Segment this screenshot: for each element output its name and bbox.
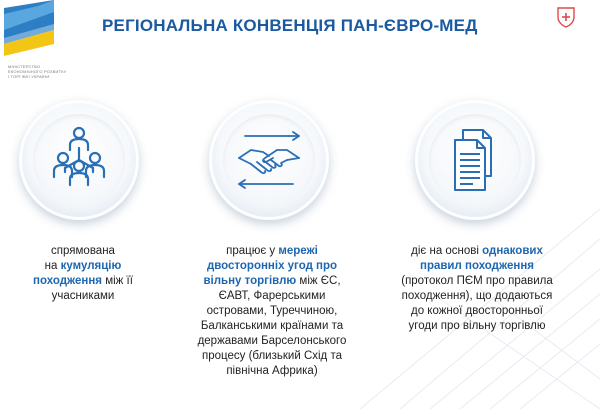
text-line <box>385 244 569 259</box>
cumulation-icon-circle <box>19 100 139 220</box>
text-line <box>385 289 569 304</box>
ministry-logo-icon <box>4 0 54 62</box>
uniform-rules-icon-circle <box>415 100 535 220</box>
network-agreements-description <box>193 244 351 379</box>
uniform-rules-description <box>385 244 569 334</box>
text-line <box>385 319 569 334</box>
highlighted-text: правил походження <box>420 260 534 272</box>
highlighted-text: мережі <box>278 245 318 257</box>
ministry-line-2: ЕКОНОМІЧНОГО РОЗВИТКУ <box>8 69 67 74</box>
highlighted-text: двосторонніх угод про <box>206 260 338 272</box>
page-title: РЕГІОНАЛЬНА КОНВЕНЦІЯ ПАН-ЄВРО-МЕД <box>102 16 478 35</box>
text-line <box>193 334 351 349</box>
body-text: учасниками <box>51 290 115 302</box>
cumulation-description <box>8 244 158 304</box>
body-text: походження), що додаються <box>401 290 553 302</box>
body-text: діє на основі <box>411 245 483 257</box>
text-line <box>193 259 351 274</box>
highlighted-text: походження <box>33 275 103 287</box>
text-line <box>193 319 351 334</box>
text-line <box>193 274 351 289</box>
text-line <box>8 259 158 274</box>
body-text: працює у <box>226 245 279 257</box>
text-line <box>8 289 158 304</box>
text-line <box>193 289 351 304</box>
text-line <box>193 304 351 319</box>
text-line <box>385 259 569 274</box>
body-text: північна Африка) <box>226 365 318 377</box>
text-line <box>8 274 158 289</box>
text-line <box>8 244 158 259</box>
body-text: (протокол ПЄМ про правила <box>401 275 553 287</box>
body-text: між її <box>102 275 133 287</box>
body-text: на <box>44 260 61 272</box>
ministry-name <box>8 64 88 79</box>
text-line <box>193 349 351 364</box>
body-text: до кожної двосторонньої <box>410 305 543 317</box>
text-line <box>385 274 569 289</box>
documents-icon <box>415 100 535 220</box>
text-line <box>385 304 569 319</box>
text-line <box>193 244 351 259</box>
body-text: ЄАВТ, Фарерськими <box>218 290 326 302</box>
body-text: Балканськими країнами та <box>200 320 344 332</box>
network-agreements-icon-circle <box>209 100 329 220</box>
body-text: угоди про вільну торгівлю <box>408 320 546 332</box>
ministry-line-3: І ТОРГІВЛІ УКРАЇНИ <box>8 74 50 79</box>
text-line <box>193 364 351 379</box>
body-text: державами Барселонського <box>197 335 347 347</box>
highlighted-text: кумуляцію <box>60 260 122 272</box>
highlighted-text: вільну торгівлю <box>203 275 297 287</box>
ministry-line-1: МІНІСТЕРСТВО <box>8 64 41 69</box>
people-network-icon <box>19 100 139 220</box>
handshake-arrows-icon <box>209 100 329 220</box>
body-text: процесу (близький Схід та <box>202 350 342 362</box>
shield-plus-icon <box>555 6 577 28</box>
highlighted-text: однакових <box>482 245 543 257</box>
body-text: між ЄС, <box>296 275 341 287</box>
body-text: спрямована <box>51 245 115 257</box>
body-text: островами, Туреччиною, <box>206 305 338 317</box>
